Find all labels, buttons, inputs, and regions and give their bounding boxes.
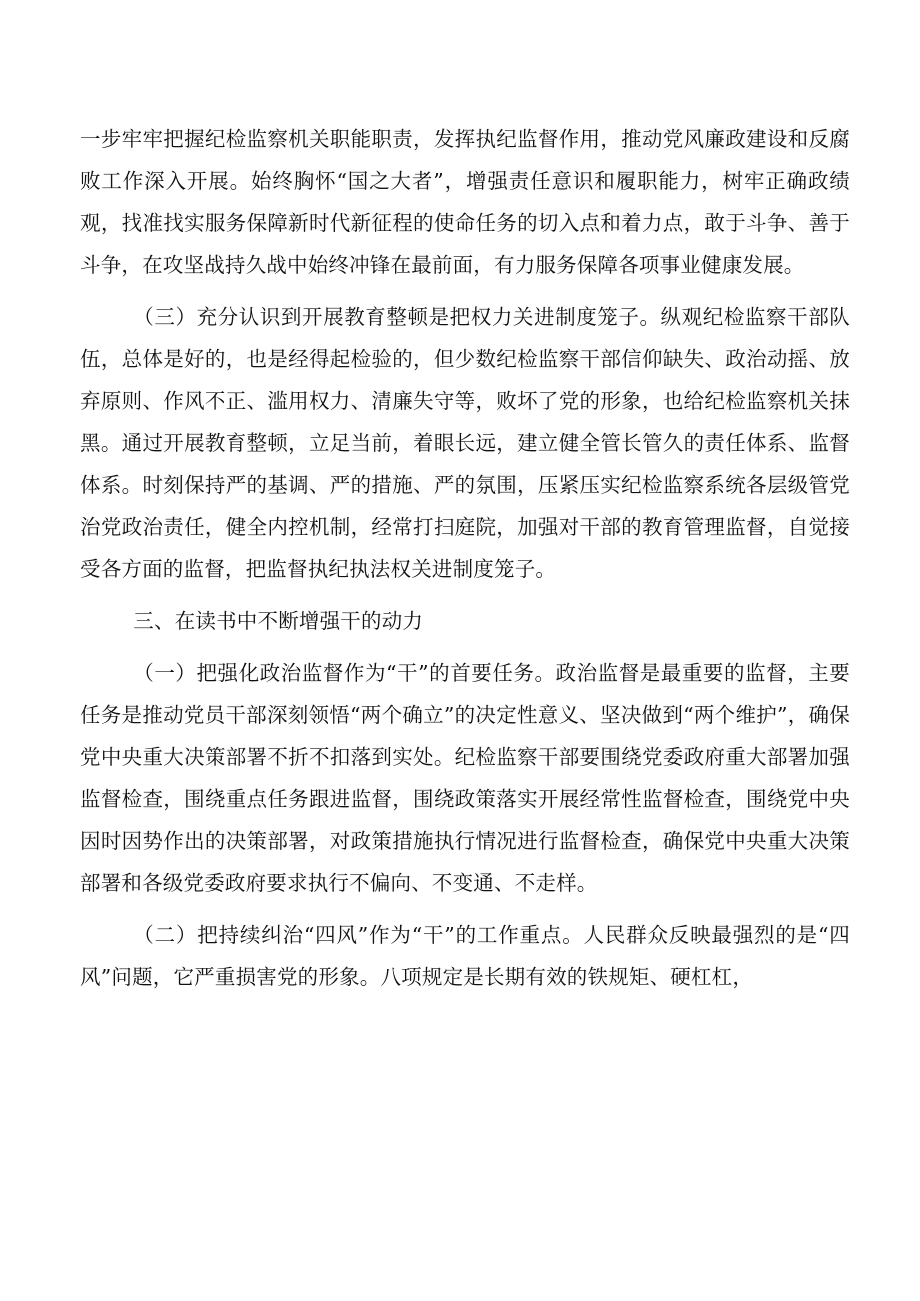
paragraph-political-supervision: （一）把强化政治监督作为“干”的首要任务。政治监督是最重要的监督，主要任务是推动党员干部深刻领悟“两个确立”的决定性意义、坚决做到“两个维护”，确保党中央重大决策部署不折不扣落到实处。纪检监察干部要围绕党委政府重大部署加强监督检查，围绕重点任务跟进监督，围绕政策落实开展经常性监督检查，围绕党中央因时因势作出的决策部署，对政策措施执行情况进行监督检查，确保党中央重大决策部署和各级党委政府要求执行不偏向、不变通、不走样。 bbox=[80, 661, 850, 895]
document-body bbox=[80, 118, 850, 998]
paragraph-continuation: 一步牢牢把握纪检监察机关职能职责，发挥执纪监督作用，推动党风廉政建设和反腐败工作深入开展。始终胸怀“国之大者”，增强责任意识和履职能力，树牢正确政绩观，找准找实服务保障新时代新征程的使命任务的切入点和着力点，敢于斗争、善于斗争，在攻坚战持久战中始终冲锋在最前面，有力服务保障各项事业健康发展。 bbox=[80, 127, 850, 277]
paragraph-four-winds: （二）把持续纠治“四风”作为“干”的工作重点。人民群众反映最强烈的是“四风”问题，它严重损害党的形象。八项规定是长期有效的铁规矩、硬杠杠， bbox=[80, 923, 850, 989]
section-heading-three: 三、在读书中不断增强干的动力 bbox=[133, 609, 424, 633]
paragraph-section-three: （三）充分认识到开展教育整顿是把权力关进制度笼子。纵观纪检监察干部队伍，总体是好的，也是经得起检验的，但少数纪检监察干部信仰缺失、政治动摇、放弃原则、作风不正、滥用权力、清廉失守等，败坏了党的形象，也给纪检监察机关抹黑。通过开展教育整顿，立足当前，着眼长远，建立健全管长管久的责任体系、监督体系。时刻保持严的基调、严的措施、严的氛围，压紧压实纪检监察系统各层级管党治党政治责任，健全内控机制，经常打扫庭院，加强对干部的教育管理监督，自觉接受各方面的监督，把监督执纪执法权关进制度笼子。 bbox=[80, 305, 850, 581]
